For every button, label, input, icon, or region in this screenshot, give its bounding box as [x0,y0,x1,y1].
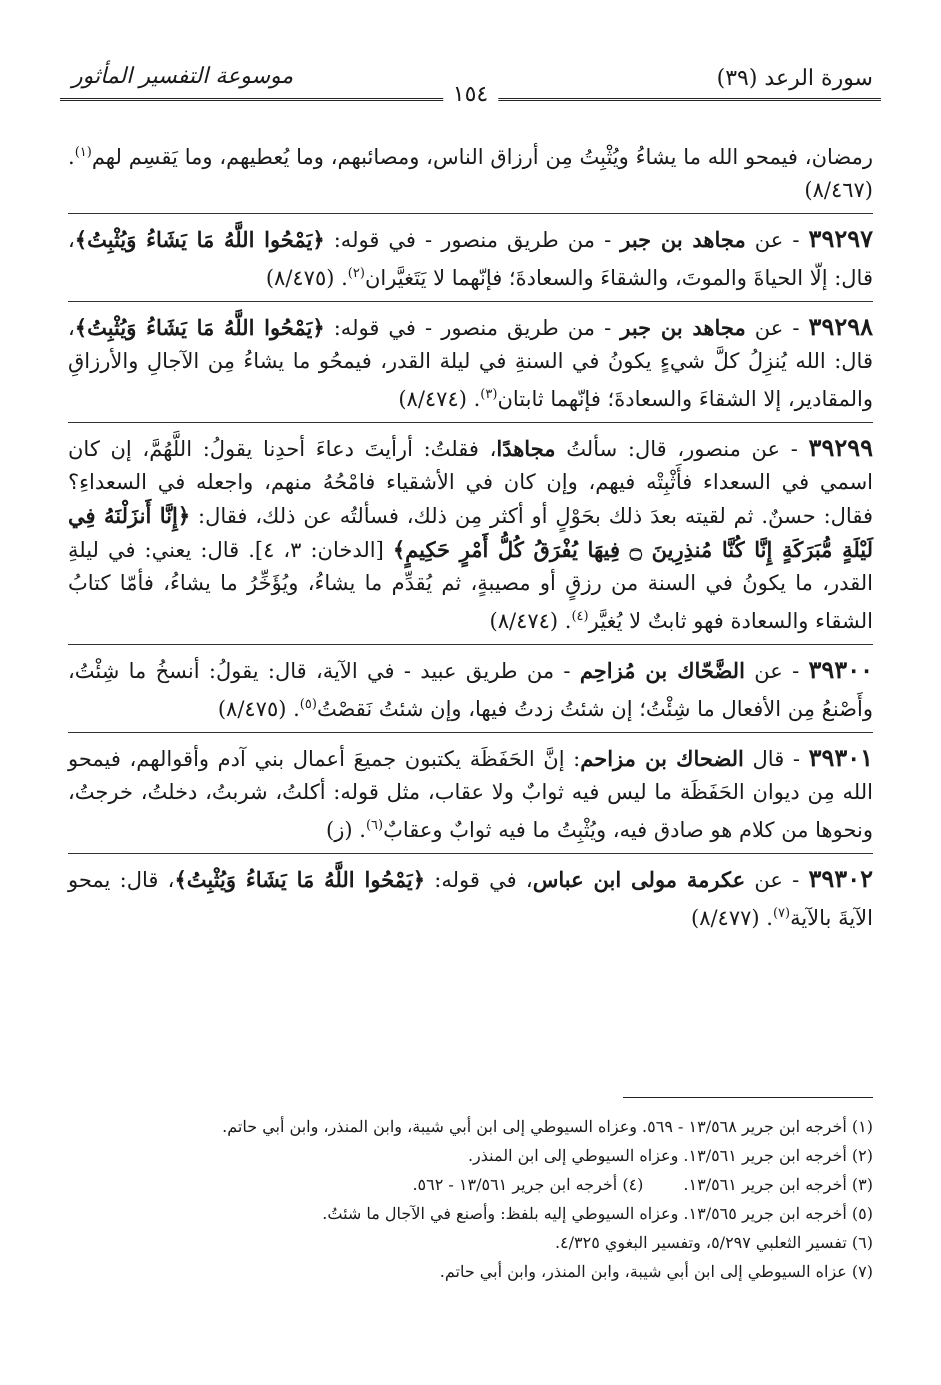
para-prefix: - عن [754,659,800,683]
para-text: ، قال: إلّا الحياةَ والموتَ، والشقاءَ والسعادةَ؛ فإنّهما لا يَتَغيَّران [68,228,873,290]
cross-ref: . (ز) [326,818,366,842]
footnote-7: (٧) عزاه السيوطي إلى ابن أبي شيبة، وابن المنذر، وابن أبي حاتم. [439,1262,873,1281]
para-chain: - من طريق منصور - في قوله: [333,228,612,252]
quran-quote: ﴿يَمْحُوا اللَّهُ مَا يَشَاءُ وَيُثْبِتُ﴾ [74,227,325,252]
para-prefix: - عن [754,868,800,892]
surah-header: سورة الرعد (٣٩) [716,66,873,91]
footnote-4: (٤) أخرجه ابن جرير ١٣/٥٦١ - ٥٦٢. [412,1175,644,1194]
paragraph-39301 [68,733,873,854]
para-text: رمضان، فيمحو الله ما يشاءُ ويُثْبِتُ مِن أرزاق الناس، ومصائبهم، وما يُعطيهم، وما يَقسِم لهم [91,145,873,169]
cross-ref: . (٨/٤٧٥) [217,697,300,721]
para-chain: ، في قوله: [434,868,533,892]
cross-ref: . (٨/٤٦٧) [68,145,873,202]
quran-quote: ﴿يَمْحُوا اللَّهُ مَا يَشَاءُ وَيُثْبِتُ﴾ [174,867,426,892]
footnote-marker: (٣) [480,387,498,402]
footnote-marker: (١) [74,145,92,160]
athar-number: ٣٩٣٠١ [808,743,874,772]
narrator-name: مجاهد بن جبر [620,315,746,340]
footnote-3: (٣) أخرجه ابن جرير ١٣/٥٦١. [683,1175,873,1194]
paragraph-39297 [68,214,873,302]
paragraph-1 [68,128,873,214]
athar-number: ٣٩٣٠٠ [808,655,873,684]
para-text: ، قال: الله يُنزِلُ كلَّ شيءٍ يكونُ في السنةِ في ليلة القدر، فيمحُو ما يشاءُ مِن الآجالِ والأرزاقِ والمقادير، إلا الشقاءَ والسعادةَ؛ فإنّهما ثابتان [68,316,873,411]
footnote-rule [623,1097,873,1098]
footnote-marker: (٦) [365,818,384,833]
footnote-1: (١) أخرجه ابن جرير ١٣/٥٦٨ - ٥٦٩. وعزاه السيوطي إلى ابن أبي شيبة، وابن المنذر، وابن أبي حاتم. [222,1117,873,1136]
quran-quote: ﴿إِنَّا أَنزَلْنَهُ فِي لَيْلَةٍ مُّبَرَكَةٍ إِنَّا كُنَّا مُنذِرِينَ ۝ فِيهَا يُفْرَقُ كُلُّ أَمْرٍ حَكِيمٍ﴾ [68,503,874,562]
main-text [68,128,873,941]
para-text: [الدخان: ٣، ٤]. قال: يعني: في ليلةِ القدر، ما يكونُ في السنة من رزقٍ أو مصيبةٍ، ثم يُقدِّم ما يشاءُ، ويُؤَخِّرُ ما يشاءُ، فأمّا كتابُ الشقاء والسعادة فهو ثابتٌ لا يُغيَّر [68,538,873,633]
book-title: موسوعة التفسير المأثور [72,64,294,89]
footnote-5: (٥) أخرجه ابن جرير ١٣/٥٦٥. وعزاه السيوطي إليه بلفظ: وأصنع في الآجال ما شئتُ. [322,1204,873,1223]
para-prefix: - عن منصور، قال: سألتُ [566,437,798,461]
para-prefix: - عن [754,228,800,252]
footnote-marker: (٢) [347,266,365,281]
para-chain: - من طريق منصور - في قوله: [333,316,612,340]
athar-number: ٣٩٣٠٢ [808,864,873,893]
narrator-name: عكرمة مولى ابن عباس [532,867,746,892]
paragraph-39298 [68,302,873,423]
athar-number: ٣٩٢٩٨ [808,312,873,341]
footnote-6: (٦) تفسير الثعلبي ٥/٢٩٧، وتفسير البغوي ٤/٣٢٥. [554,1233,873,1252]
para-prefix: - عن [754,316,800,340]
para-chain: ، فقلتُ: أرأيتَ دعاءَ أحدِنا يقولُ: اللَّهُمَّ، إن كان اسمي في السعداء فأَثْبِتْه فيهم، وإن كان في الأشقياء فامْحُهُ منهم، واجعله في السعداءِ؟ فقال: حسنٌ. ثم لقيته بعدَ ذلك بحَوْلٍ أو أكثر مِن ذلك، فسألتُه عن ذلك، فقال: [68,437,873,528]
narrator-name: مجاهدًا [496,436,556,461]
cross-ref: . (٨/٤٧٤) [489,609,572,633]
footnotes [68,1112,873,1286]
cross-ref: . (٨/٤٧٥) [265,266,348,290]
page-number: ١٥٤ [443,82,498,107]
paragraph-39300 [68,645,873,733]
para-chain: : إنَّ الحَفَظَة يكتبون جميعَ أعمال بني آدم وأقوالهم، فيمحو الله مِن ديوان الحَفَظَة ما ليس فيه ثوابٌ ولا عقاب، مثل قوله: أكلتُ، شربتُ، دخلتُ، خرجتُ، ونحوها من كلام هو صادق فيه، ويُثْبِتُ ما فيه ثوابٌ وعقابٌ [68,747,873,842]
narrator-name: الضحاك بن مزاحم [580,746,744,771]
narrator-name: الضَّحّاك بن مُزاحِم [579,658,745,683]
athar-number: ٣٩٢٩٩ [808,433,873,462]
narrator-name: مجاهد بن جبر [620,227,746,252]
footnote-marker: (٤) [571,609,589,624]
footnote-2: (٢) أخرجه ابن جرير ١٣/٥٦١. وعزاه السيوطي إلى ابن المنذر. [467,1146,873,1165]
quran-quote: ﴿يَمْحُوا اللَّهُ مَا يَشَاءُ وَيُثْبِتُ﴾ [74,315,325,340]
footnote-marker: (٥) [299,697,317,712]
footnote-marker: (٧) [772,906,791,921]
paragraph-39302 [68,854,873,941]
page-header [60,62,881,107]
para-prefix: - قال [752,747,800,771]
cross-ref: . (٨/٤٧٧) [690,906,773,930]
cross-ref: . (٨/٤٧٤) [398,387,481,411]
para-chain: - من طريق عبيد - في الآية، قال: يقولُ: أنسخُ ما شِئْتُ، وأَصْنعُ مِن الأفعال ما شِئْتُ؛ إن شئتُ زدتُ فيها، وإن شئتُ نَقصْتُ [68,659,873,721]
paragraph-39299 [68,423,873,645]
athar-number: ٣٩٢٩٧ [808,224,873,253]
footnote-row [68,1170,873,1199]
para-text: ، قال: يمحو الآيةَ بالآية [68,868,873,930]
